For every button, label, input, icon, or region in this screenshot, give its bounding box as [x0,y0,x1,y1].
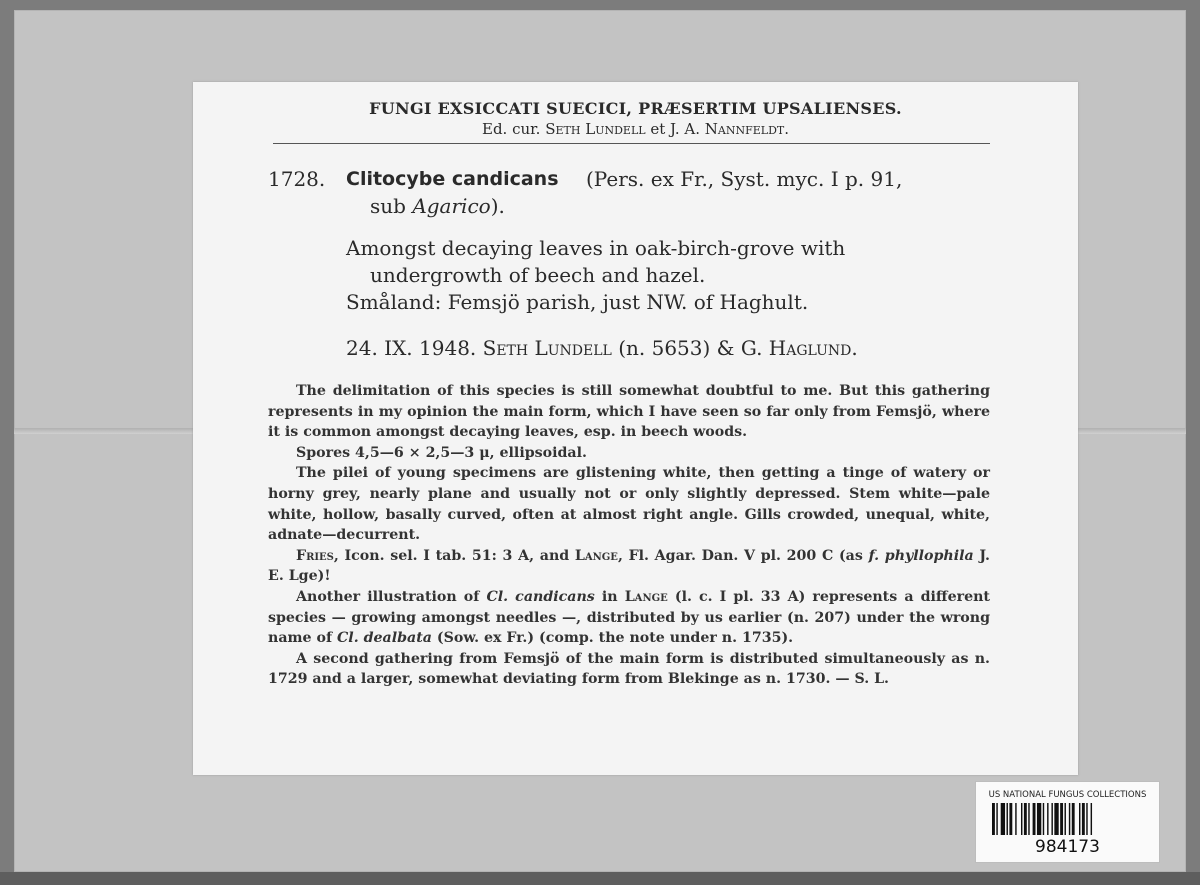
series-title: FUNGI EXSICCATI SUECICI, PRÆSERTIM UPSALIENSES. [369,99,902,118]
note-text: in [601,588,618,605]
note-references [268,546,990,587]
ref-form-author: J. E. Lge)! [268,547,990,585]
taxonomic-notes [268,381,990,690]
authority-line-1: (Pers. ex Fr., Syst. myc. I p. 91, [586,167,903,191]
taxon-name: Clitocybe candicans [346,168,559,190]
ref-lange-text: , Fl. Agar. Dan. V pl. 200 C (as [617,547,863,564]
barcode-bar [1015,803,1016,835]
editor-2: J. A. Nannfeldt. [670,120,789,138]
barcode-bar [1009,803,1012,835]
barcode-bar [1060,803,1063,835]
barcode-bar [1086,803,1087,835]
barcode-bar [1054,803,1058,835]
locality: Småland: Femsjö parish, just NW. of Haghult. [346,290,809,314]
note-spores: Spores 4,5—6 × 2,5—3 μ, ellipsoidal. [296,444,587,461]
editors-joiner: et [650,120,666,138]
authority-sub: sub [370,194,406,218]
note-description: The pilei of young specimens are glistening white, then getting a tinge of watery or horny grey, nearly plane and usually not or only slightly depressed. Stem white—pale white, hollow, basally curved, often at almost right angle. Gills crowded, unequal, white, adnate—decurrent. [268,465,990,544]
barcode-bar [1079,803,1080,835]
background-edge [0,872,1200,885]
title-rule [273,143,990,144]
barcode-bar [1069,803,1070,835]
barcode-institution: US NATIONAL FUNGUS COLLECTIONS [988,790,1147,800]
note-other-illustration [268,587,990,649]
barcode-bar [1047,803,1048,835]
barcode-bar [1021,803,1022,835]
barcode-bar [1007,803,1008,835]
barcode-bar [1065,803,1066,835]
collector-number: (n. 5653) & [618,336,735,360]
note-text: Another illustration of [296,588,480,605]
note-taxon-dealbata: Cl. dealbata [337,630,432,647]
barcode-number: 984173 [1035,837,1100,857]
exsiccata-label [193,82,1078,775]
note-text: (l. c. I pl. 33 A) represents a different species — growing amongst needles —, distributed by us earlier (n. 207) under the wrong name of [268,588,990,647]
barcode-bar [1033,803,1036,835]
barcode-bar [1037,803,1041,835]
authority-line-2 [370,193,505,220]
editor-1: Seth Lundell [545,120,646,138]
exsiccata-number: 1728. [268,167,326,191]
ref-author-fries: Fries [296,547,334,564]
note-author-lange: Lange [624,588,668,605]
barcode-bar [1043,803,1044,835]
barcode-bar [1028,803,1029,835]
collection-line [346,335,858,362]
barcode-bar [1024,803,1027,835]
note-taxon-candicans: Cl. candicans [486,588,595,605]
barcode-label [975,781,1160,863]
collection-date: 24. IX. 1948. [346,336,477,360]
note-paragraph: The delimitation of this species is still somewhat doubtful to me. But this gathering represents in my opinion the main form, which I have seen so far only from Femsjö, where it is common amongst decaying leaves, esp. in beech woods. [268,383,990,441]
collector-2: G. Haglund. [740,336,858,360]
barcode-bar [1091,803,1092,835]
habitat-line-1: Amongst decaying leaves in oak-birch-grove with [346,236,846,260]
collector-1: Seth Lundell [482,336,612,360]
ref-author-lange: Lange [574,547,618,564]
note-text: (Sow. ex Fr.) (comp. the note under n. 1735). [436,630,794,647]
authority-basionym-genus: Agarico [412,194,491,218]
editors-line [193,120,1078,138]
barcode-bar [1082,803,1085,835]
authority-close: ). [490,194,505,218]
barcode-bar [1072,803,1075,835]
barcode-bar [992,803,995,835]
ref-fries-text: , Icon. sel. I tab. 51: 3 A, and [333,547,570,564]
barcode-bar [996,803,997,835]
barcode-icon [992,803,1143,835]
barcode-bar [1051,803,1052,835]
ref-form-name: f. phyllophila [868,547,974,564]
barcode-bar [1001,803,1005,835]
note-second-gathering: A second gathering from Femsjö of the main form is distributed simultaneously as n. 1729 and a larger, somewhat deviating form from Blekinge as n. 1730. — S. L. [268,650,990,688]
habitat-line-2: undergrowth of beech and hazel. [370,263,706,287]
editors-prefix: Ed. cur. [482,120,541,138]
